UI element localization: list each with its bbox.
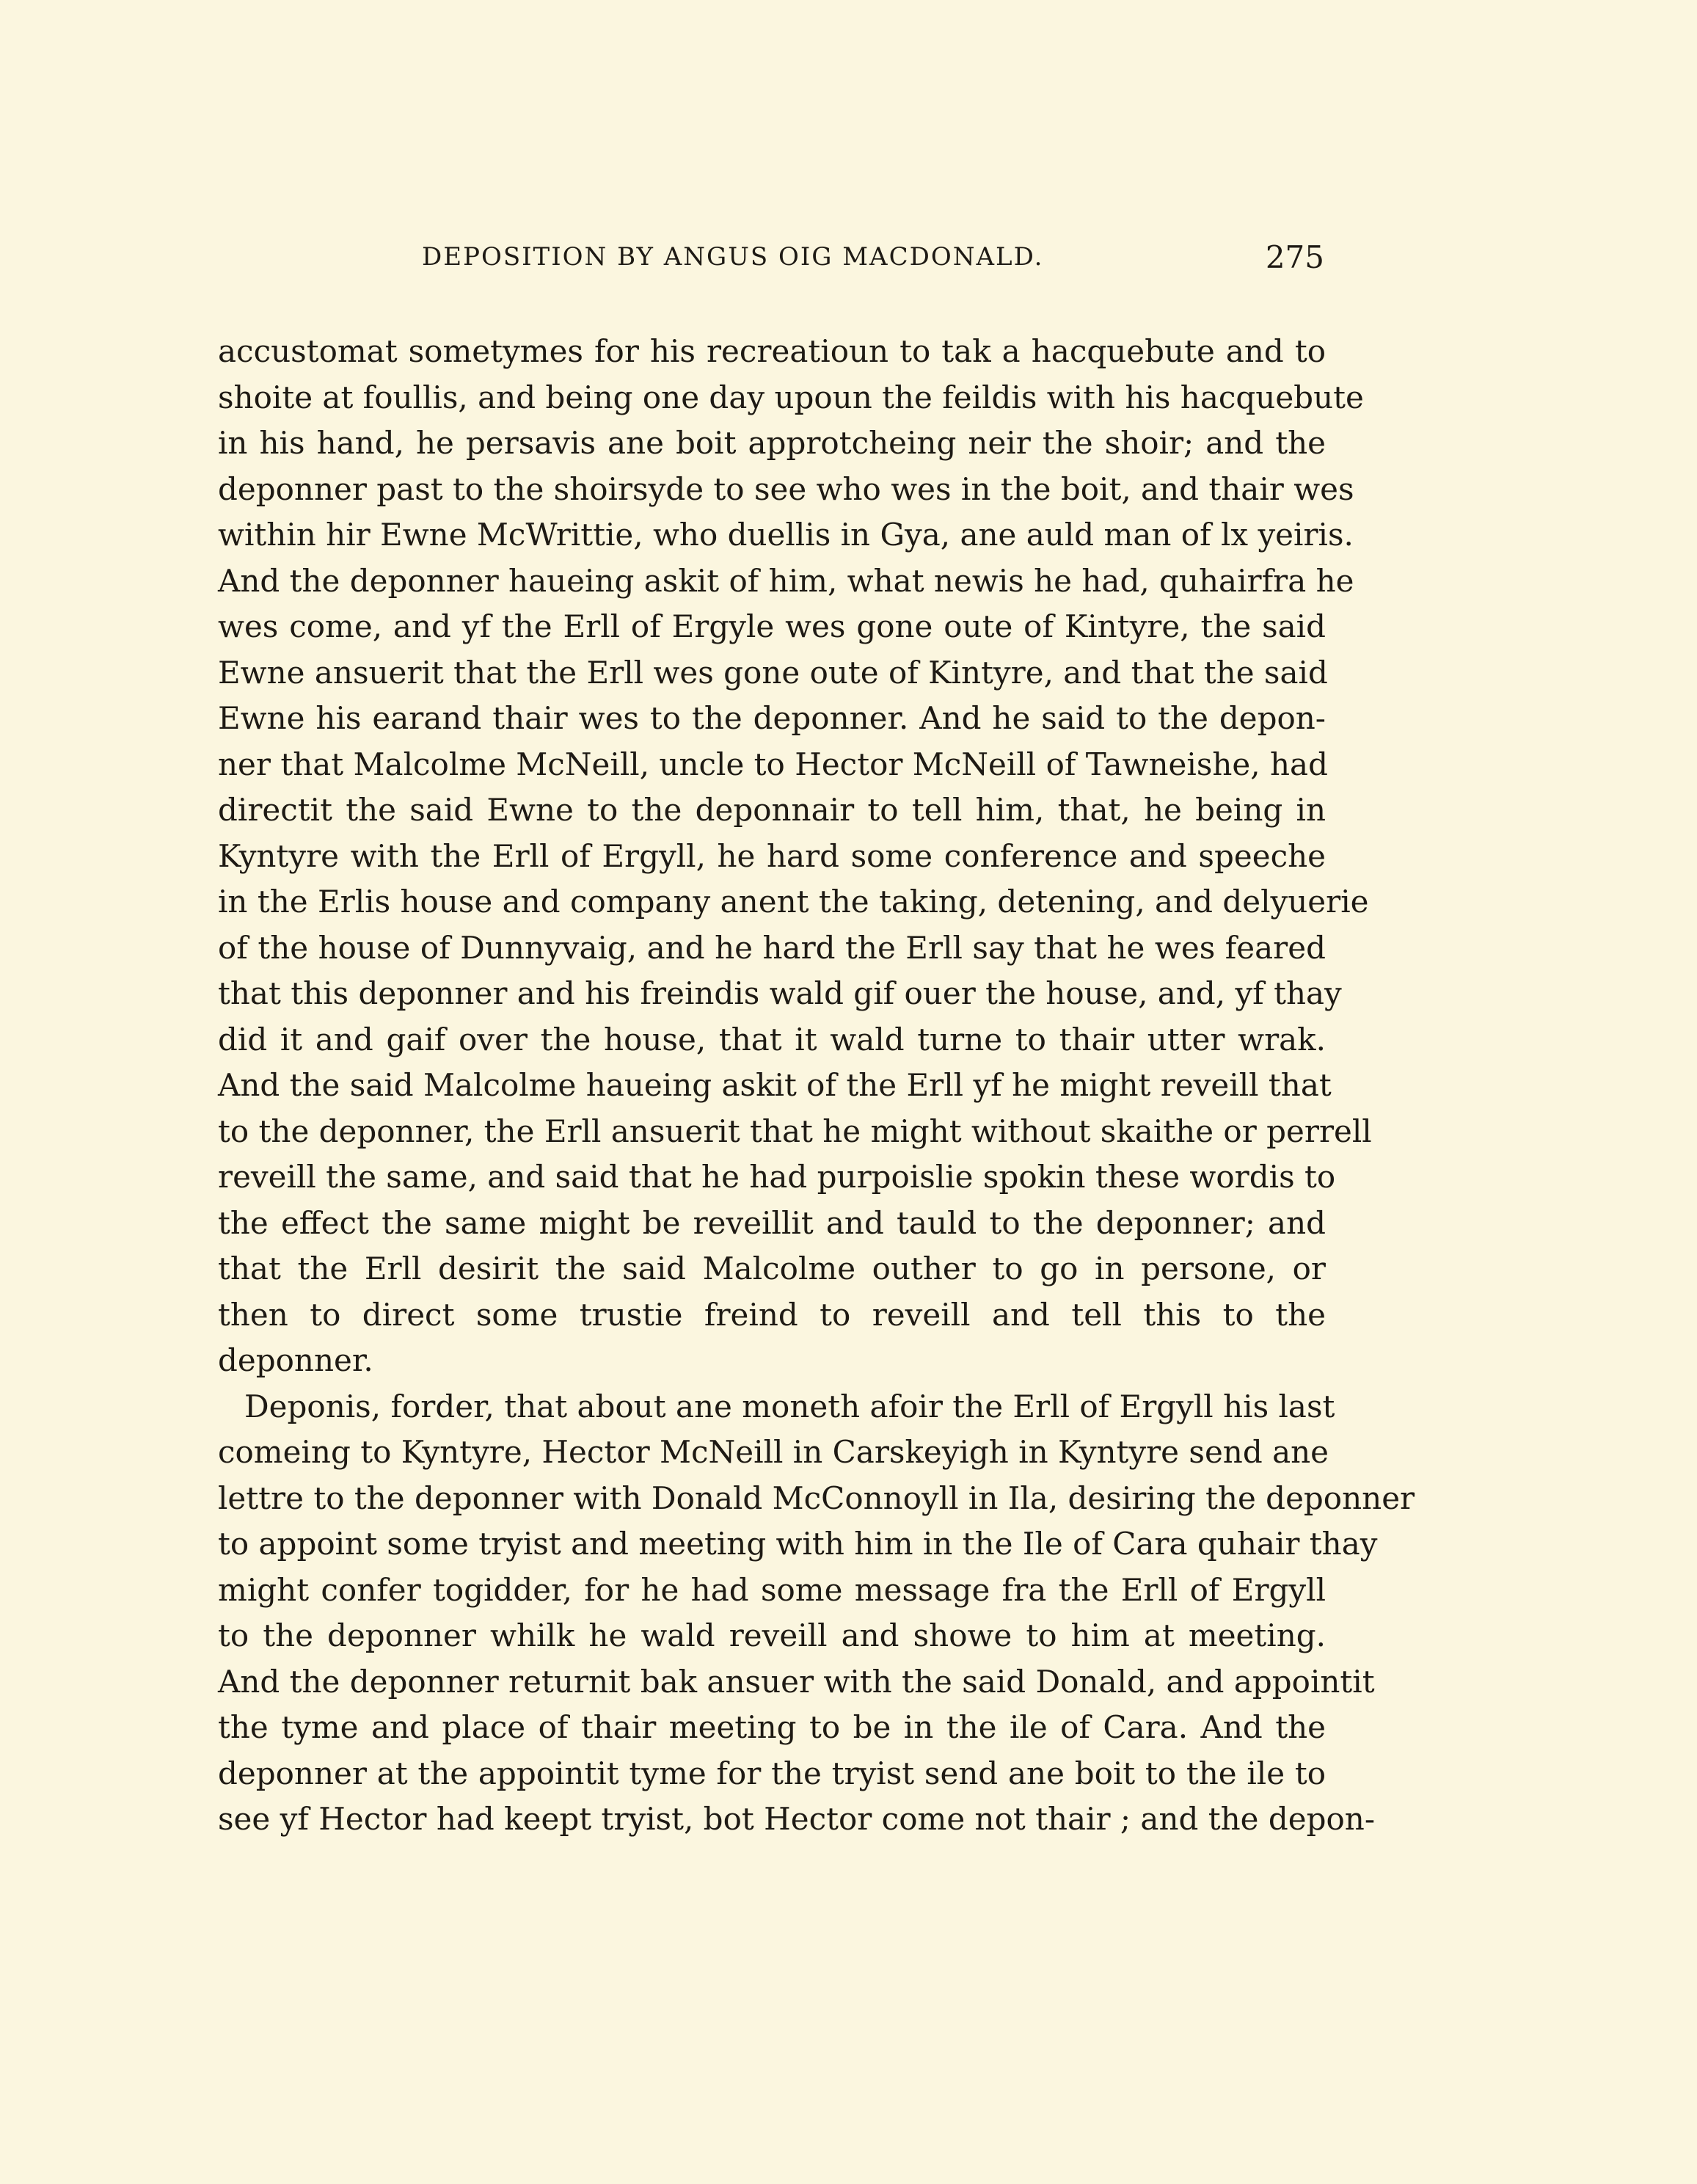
running-title: DEPOSITION BY ANGUS OIG MACDONALD. — [422, 242, 1044, 272]
text-line: in his hand, he persavis ane boit approtcheing neir the shoir; and the — [218, 425, 1326, 461]
text-line: to appoint some tryist and meeting with him in the Ile of Cara quhair thay — [218, 1526, 1378, 1562]
text-line: deponner at the appointit tyme for the tryist send ane boit to the ile to — [218, 1755, 1326, 1791]
text-line: And the said Malcolme haueing askit of the Erll yf he might reveill that — [218, 1067, 1332, 1103]
text-line: ner that Malcolme McNeill, uncle to Hector McNeill of Tawneishe, had — [218, 746, 1328, 782]
text-line: in the Erlis house and company anent the taking, detening, and delyuerie — [218, 884, 1369, 920]
text-line: the effect the same might be reveillit and tauld to the deponner; and — [218, 1204, 1326, 1241]
text-line: And the deponner haueing askit of him, what newis he had, quhairfra he — [218, 562, 1354, 599]
text-line: see yf Hector had keept tryist, bot Hector come not thair ; and the depon- — [218, 1801, 1376, 1837]
text-line: comeing to Kyntyre, Hector McNeill in Carskeyigh in Kyntyre send ane — [218, 1434, 1329, 1470]
text-line: within hir Ewne McWrittie, who duellis in Gya, ane auld man of lx yeiris. — [218, 517, 1354, 553]
text-line: to the deponner whilk he wald reveill and showe to him at meeting. — [218, 1617, 1326, 1653]
body-text — [218, 329, 1415, 1843]
text-line: And the deponner returnit bak ansuer with the said Donald, and appointit — [218, 1663, 1375, 1700]
text-line: Ewne his earand thair wes to the deponner. And he said to the depon- — [218, 700, 1326, 736]
paragraph-2 — [218, 1384, 1415, 1843]
running-head — [422, 239, 1332, 286]
text-line: Ewne ansuerit that the Erll wes gone oute of Kintyre, and that the said — [218, 654, 1328, 691]
text-line: of the house of Dunnyvaig, and he hard the Erll say that he wes feared — [218, 929, 1326, 966]
text-line: then to direct some trustie freind to reveill and tell this to the — [218, 1296, 1326, 1333]
text-line: directit the said Ewne to the deponnair to tell him, that, he being in — [218, 792, 1326, 828]
text-line: Kyntyre with the Erll of Ergyll, he hard some conference and speeche — [218, 837, 1326, 874]
text-line: deponner past to the shoirsyde to see who wes in the boit, and thair wes — [218, 470, 1354, 507]
text-line: the tyme and place of thair meeting to be in the ile of Cara. And the — [218, 1709, 1326, 1745]
text-line: that this deponner and his freindis wald gif ouer the house, and, yf thay — [218, 975, 1342, 1011]
text-line: deponner. — [218, 1342, 373, 1378]
text-line: did it and gaif over the house, that it wald turne to thair utter wrak. — [218, 1021, 1326, 1058]
text-line: shoite at foullis, and being one day upoun the feildis with his hacquebute — [218, 379, 1364, 415]
paragraph-1 — [218, 329, 1372, 1384]
text-line: reveill the same, and said that he had purpoislie spokin these wordis to — [218, 1159, 1336, 1195]
text-line: to the deponner, the Erll ansuerit that he might without skaithe or perrell — [218, 1113, 1372, 1149]
text-line: accustomat sometymes for his recreatioun to tak a hacquebute and to — [218, 333, 1326, 369]
text-line: wes come, and yf the Erll of Ergyle wes gone oute of Kintyre, the said — [218, 608, 1326, 644]
page-number: 275 — [1265, 239, 1324, 275]
text-line: Deponis, forder, that about ane moneth afoir the Erll of Ergyll his last — [244, 1388, 1335, 1424]
text-line: might confer togidder, for he had some message fra the Erll of Ergyll — [218, 1571, 1326, 1608]
text-line: that the Erll desirit the said Malcolme outher to go in persone, or — [218, 1251, 1326, 1286]
text-line: lettre to the deponner with Donald McConnoyll in Ila, desiring the deponner — [218, 1479, 1415, 1516]
